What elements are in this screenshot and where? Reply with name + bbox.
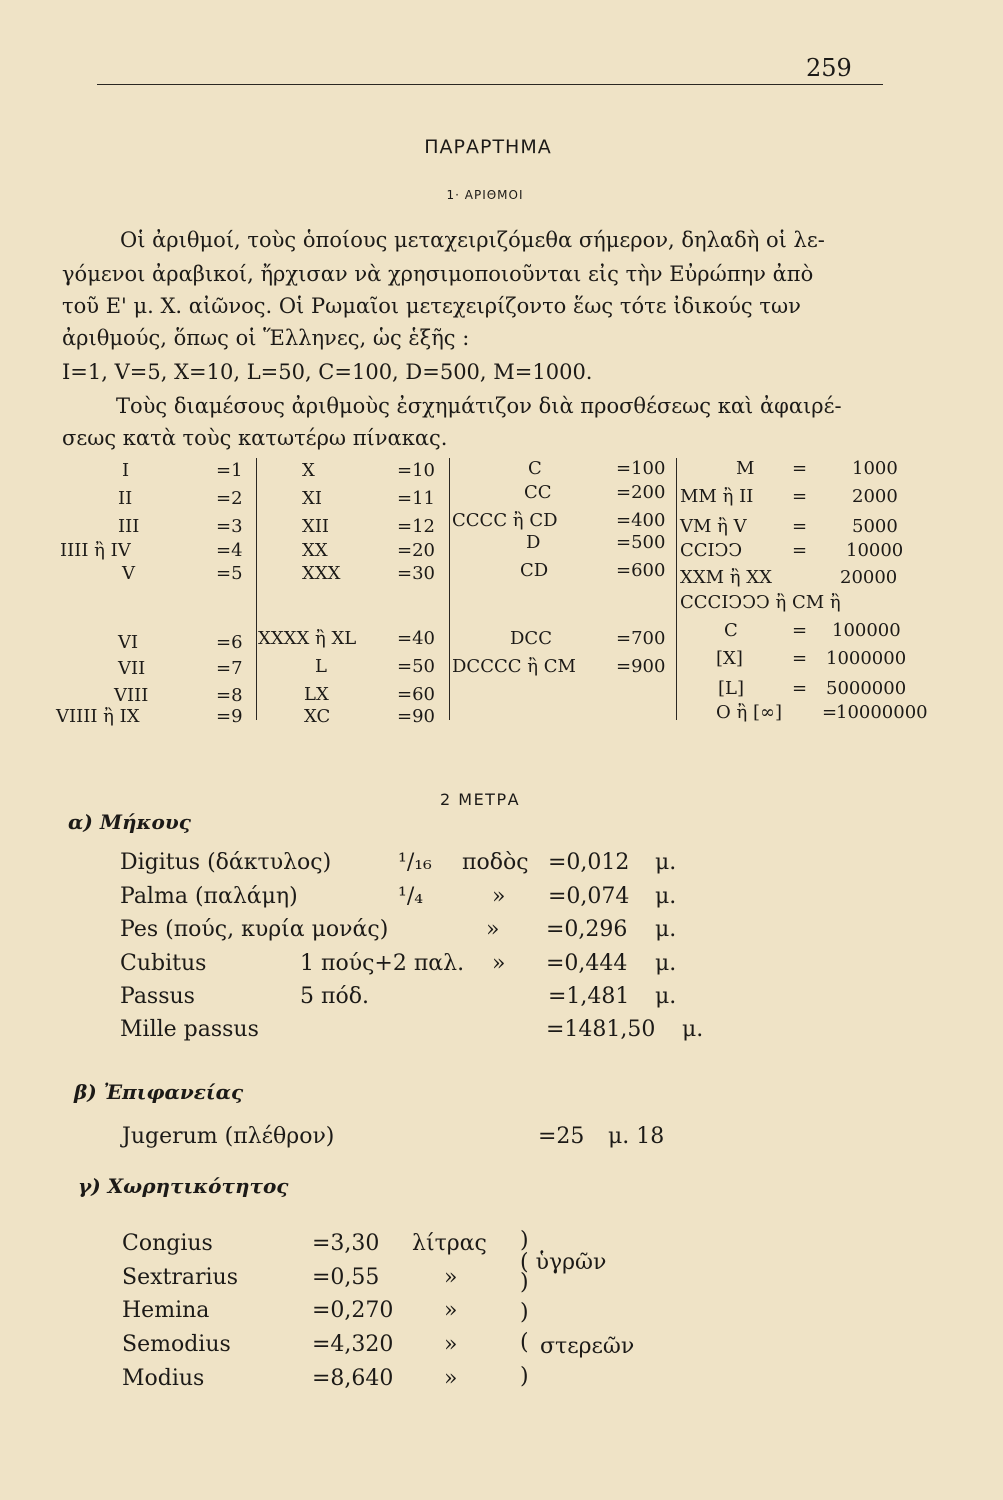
numeral-value: =6 bbox=[216, 632, 243, 653]
numeral-symbol: CD bbox=[520, 560, 549, 581]
numeral-value: =1 bbox=[216, 460, 243, 481]
measure-value: =25 bbox=[538, 1124, 585, 1149]
numeral-symbol: XC bbox=[304, 706, 331, 727]
numeral-value: =600 bbox=[616, 560, 666, 581]
measure-value: =0,444 bbox=[546, 951, 628, 976]
measure-unit-m: μ. bbox=[655, 850, 677, 875]
intro-line: σεως κατὰ τοὺς κατωτέρω πίνακας. bbox=[62, 426, 448, 450]
numeral-value: 5000 bbox=[852, 516, 898, 537]
measure-unit-m: μ. 18 bbox=[608, 1124, 665, 1149]
numeral-value: 2000 bbox=[852, 486, 898, 507]
header-rule bbox=[97, 84, 883, 85]
intro-line: τοῦ Ε' μ. Χ. αἰῶνος. Οἱ Ρωμαῖοι μετεχειρίζοντο ἕως τότε ἰδικούς των bbox=[62, 294, 801, 318]
measure-fraction: ¹/₁₆ bbox=[398, 850, 432, 875]
numeral-value: =900 bbox=[616, 656, 666, 677]
measure-name: Semodius bbox=[122, 1332, 231, 1357]
numeral-symbol: [X] bbox=[716, 648, 743, 669]
measure-value: =1481,50 bbox=[546, 1017, 656, 1042]
table-divider bbox=[256, 458, 257, 720]
numeral-value: =8 bbox=[216, 685, 243, 706]
numeral-value: 20000 bbox=[840, 567, 898, 588]
numeral-value: =60 bbox=[397, 684, 435, 705]
measure-unit: » bbox=[492, 951, 506, 976]
numeral-symbol: I bbox=[122, 460, 130, 481]
numeral-equals: = bbox=[792, 458, 808, 479]
area-heading: β) Ἐπιφανείας bbox=[74, 1080, 244, 1104]
numeral-value: =40 bbox=[397, 628, 435, 649]
intro-line: I=1, V=5, X=10, L=50, C=100, D=500, M=1000. bbox=[62, 360, 593, 384]
numeral-value: =3 bbox=[216, 516, 243, 537]
numeral-symbol: DCC bbox=[510, 628, 552, 649]
bracket: ) bbox=[520, 1228, 529, 1253]
measure-value: =3,30 bbox=[312, 1231, 380, 1256]
measure-fraction: 1 πούς+2 παλ. bbox=[300, 951, 465, 976]
measure-unit-m: μ. bbox=[655, 917, 677, 942]
table-divider bbox=[449, 458, 450, 720]
numeral-value: =7 bbox=[216, 658, 243, 679]
measure-unit: » bbox=[444, 1366, 458, 1391]
table-divider bbox=[676, 458, 677, 720]
numeral-symbol: VIIII ἢ IX bbox=[56, 706, 140, 727]
liquid-label: ( ὑγρῶν bbox=[520, 1250, 607, 1275]
numeral-symbol: CCCC ἢ CD bbox=[452, 510, 558, 531]
numeral-value: 100000 bbox=[832, 620, 901, 641]
numeral-value: =700 bbox=[616, 628, 666, 649]
numeral-equals: = bbox=[792, 620, 808, 641]
numeral-equals: = bbox=[792, 516, 808, 537]
measure-name: Palma (παλάμη) bbox=[120, 884, 298, 909]
numeral-equals: = bbox=[792, 486, 808, 507]
measure-name: Mille passus bbox=[120, 1017, 259, 1042]
measure-name: Hemina bbox=[122, 1298, 210, 1323]
numeral-value: =400 bbox=[616, 510, 666, 531]
numeral-symbol: C bbox=[724, 620, 738, 641]
numeral-symbol: [L] bbox=[718, 678, 744, 699]
measure-unit: » bbox=[492, 884, 506, 909]
numeral-symbol: V bbox=[122, 563, 135, 584]
measure-value: =4,320 bbox=[312, 1332, 394, 1357]
measure-value: =0,074 bbox=[548, 884, 630, 909]
numeral-symbol: VI bbox=[118, 632, 139, 653]
numeral-symbol: XX bbox=[302, 540, 328, 561]
bracket: ( bbox=[520, 1330, 529, 1355]
bracket: ) bbox=[520, 1300, 529, 1325]
numeral-symbol: VM ἢ V bbox=[680, 516, 747, 537]
measure-unit: ποδὸς bbox=[462, 850, 529, 875]
measure-name: Jugerum (πλέθρον) bbox=[122, 1124, 335, 1149]
measure-unit: » bbox=[444, 1332, 458, 1357]
measure-unit: λίτρας bbox=[412, 1231, 487, 1256]
numeral-value: =2 bbox=[216, 488, 243, 509]
capacity-heading: γ) Χωρητικότητος bbox=[78, 1174, 289, 1198]
measure-name: Modius bbox=[122, 1366, 205, 1391]
numeral-value: =12 bbox=[397, 516, 435, 537]
section-measures-title: 2 ΜΕΤΡΑ bbox=[440, 790, 521, 809]
numeral-value: =20 bbox=[397, 540, 435, 561]
measure-name: Cubitus bbox=[120, 951, 207, 976]
section-numbers-title: 1· ΑΡΙΘΜΟΙ bbox=[446, 188, 524, 202]
numeral-symbol: C bbox=[528, 458, 542, 479]
measure-unit-m: μ. bbox=[655, 951, 677, 976]
measure-unit: » bbox=[444, 1265, 458, 1290]
measure-value: =1,481 bbox=[548, 984, 630, 1009]
measure-name: Sextrarius bbox=[122, 1265, 238, 1290]
intro-line: γόμενοι ἀραβικοί, ἤρχισαν νὰ χρησιμοποιοῦνται εἰς τὴν Εὐρώπην ἀπὸ bbox=[62, 262, 814, 286]
numeral-symbol: M bbox=[736, 458, 755, 479]
numeral-value: 10000000 bbox=[836, 702, 928, 723]
measure-unit-m: μ. bbox=[655, 884, 677, 909]
measure-name: Pes (πούς, κυρία μονάς) bbox=[120, 917, 389, 942]
numeral-equals: = bbox=[822, 702, 838, 723]
numeral-equals: = bbox=[792, 648, 808, 669]
numeral-symbol: CCIↃↃ bbox=[680, 540, 743, 561]
numeral-value: =90 bbox=[397, 706, 435, 727]
numeral-value: =5 bbox=[216, 563, 243, 584]
measure-value: =0,296 bbox=[546, 917, 628, 942]
numeral-value: 10000 bbox=[846, 540, 904, 561]
measure-unit-m: μ. bbox=[655, 984, 677, 1009]
numeral-symbol: XXXX ἢ XL bbox=[258, 628, 357, 649]
numeral-value: =11 bbox=[397, 488, 435, 509]
numeral-symbol: XII bbox=[302, 516, 330, 537]
length-heading: α) Μήκους bbox=[68, 810, 191, 834]
numeral-equals: = bbox=[792, 540, 808, 561]
numeral-symbol: CC bbox=[524, 482, 552, 503]
numeral-symbol: II bbox=[118, 488, 133, 509]
numeral-symbol: Ο ἢ [∞] bbox=[716, 702, 783, 723]
measure-name: Passus bbox=[120, 984, 195, 1009]
numeral-symbol: CCCIↃↃↃ ἢ CM ἢ bbox=[680, 592, 841, 613]
bracket: ) bbox=[520, 1364, 529, 1389]
numeral-symbol: III bbox=[118, 516, 140, 537]
numeral-value: =200 bbox=[616, 482, 666, 503]
numeral-symbol: VII bbox=[118, 658, 146, 679]
numeral-symbol: XXX bbox=[302, 563, 341, 584]
measure-unit-m: μ. bbox=[682, 1017, 704, 1042]
measure-name: Congius bbox=[122, 1231, 213, 1256]
measure-value: =0,012 bbox=[548, 850, 630, 875]
numeral-symbol: D bbox=[526, 532, 541, 553]
numeral-symbol: LX bbox=[304, 684, 329, 705]
page-number: 259 bbox=[806, 54, 852, 82]
numeral-value: =500 bbox=[616, 532, 666, 553]
numeral-value: 1000000 bbox=[826, 648, 907, 669]
numeral-value: =50 bbox=[397, 656, 435, 677]
solid-label: στερεῶν bbox=[540, 1334, 635, 1359]
numeral-value: =30 bbox=[397, 563, 435, 584]
measure-value: =8,640 bbox=[312, 1366, 394, 1391]
bracket: ) bbox=[520, 1270, 529, 1295]
numeral-symbol: XI bbox=[302, 488, 322, 509]
measure-value: =0,270 bbox=[312, 1298, 394, 1323]
numeral-value: 5000000 bbox=[826, 678, 907, 699]
measure-unit: » bbox=[486, 917, 500, 942]
numeral-symbol: XXM ἢ XX bbox=[680, 567, 772, 588]
measure-fraction: 5 πόδ. bbox=[300, 984, 369, 1009]
numeral-symbol: IIII ἢ IV bbox=[60, 540, 131, 561]
numeral-value: 1000 bbox=[852, 458, 898, 479]
numeral-value: =9 bbox=[216, 706, 243, 727]
numeral-symbol: X bbox=[302, 460, 315, 481]
numeral-value: =4 bbox=[216, 540, 243, 561]
appendix-title: ΠΑΡΑΡΤΗΜΑ bbox=[424, 136, 552, 158]
numeral-value: =10 bbox=[397, 460, 435, 481]
measure-fraction: ¹/₄ bbox=[398, 884, 424, 909]
numeral-symbol: VIII bbox=[114, 685, 149, 706]
measure-name: Digitus (δάκτυλος) bbox=[120, 850, 332, 875]
numeral-symbol: DCCCC ἢ CM bbox=[452, 656, 576, 677]
numeral-symbol: MM ἢ II bbox=[680, 486, 754, 507]
numeral-value: =100 bbox=[616, 458, 666, 479]
measure-unit: » bbox=[444, 1298, 458, 1323]
measure-value: =0,55 bbox=[312, 1265, 380, 1290]
intro-line: Τοὺς διαμέσους ἀριθμοὺς ἐσχημάτιζον διὰ προσθέσεως καὶ ἀφαιρέ- bbox=[116, 394, 842, 418]
numeral-symbol: L bbox=[315, 656, 327, 677]
intro-line: Οἱ ἀριθμοί, τοὺς ὁποίους μεταχειριζόμεθα σήμερον, δηλαδὴ οἱ λε- bbox=[120, 228, 825, 252]
intro-line: ἀριθμούς, ὅπως οἱ Ἕλληνες, ὡς ἑξῆς : bbox=[62, 326, 470, 350]
numeral-equals: = bbox=[792, 678, 808, 699]
